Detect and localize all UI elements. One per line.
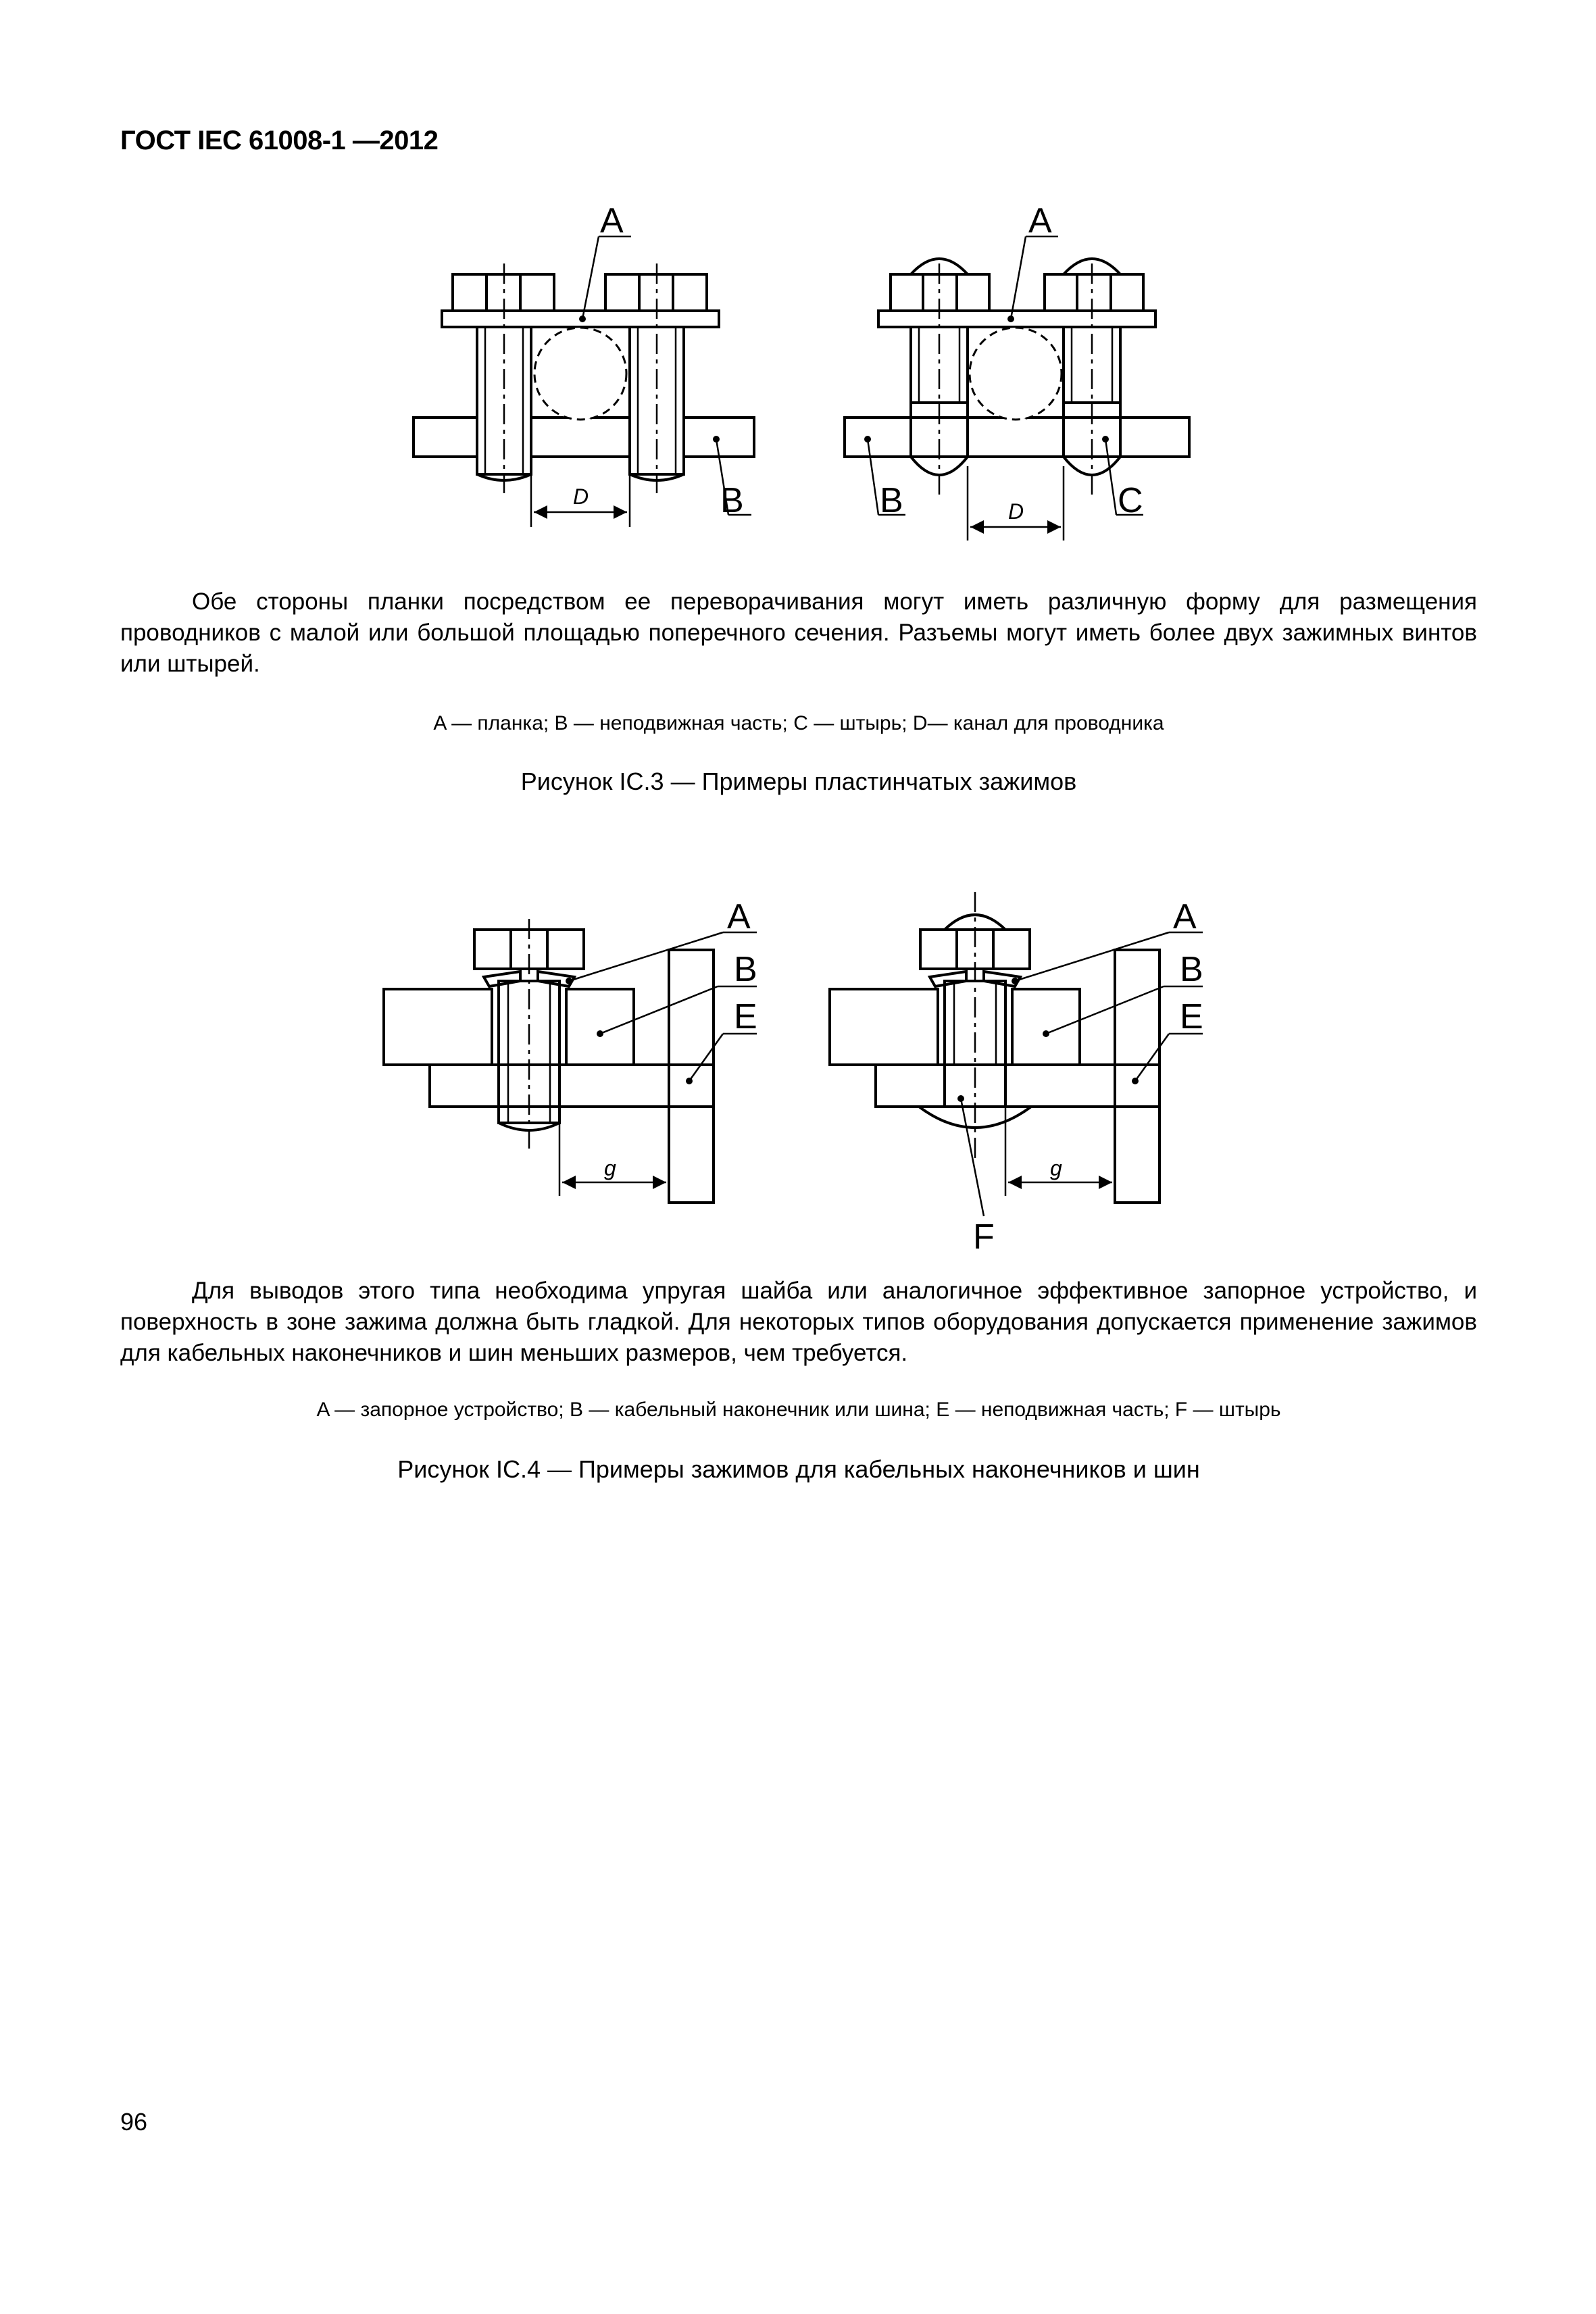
ic3-right-label-c: C [1118, 481, 1143, 520]
ic4-left-label-g: g [604, 1156, 616, 1180]
ic3-left-clamp [414, 236, 754, 527]
figure-ic3-description [120, 586, 1477, 680]
document-header: ГОСТ IEC 61008-1 —2012 [120, 126, 439, 155]
ic3-left-label-d: D [573, 484, 589, 509]
figure-ic4-paragraph: Для выводов этого типа необходима упругая шайба или аналогичное эффективное запорное устройство, и поверхность в зоне зажима должна быть гладкой. Для некоторых типов оборудования допускается применение зажимов для кабельных наконечников и шин меньших размеров, чем требуется. [120, 1278, 1477, 1366]
ic4-right-label-b: B [1180, 950, 1203, 989]
ic3-right-label-a: A [1028, 201, 1052, 241]
ic3-left-label-b: B [720, 481, 744, 520]
figure-ic4-description [120, 1276, 1477, 1369]
ic4-right-label-a: A [1173, 897, 1197, 936]
ic4-left-label-e: E [734, 997, 757, 1036]
ic4-right-label-g: g [1050, 1156, 1062, 1180]
figure-ic3-paragraph: Обе стороны планки посредством ее переворачивания могут иметь различную форму для размещения проводников с малой или большой площадью поперечного сечения. Разъемы могут иметь более двух зажимных винтов или штырей. [120, 588, 1477, 677]
figure-ic4-legend: A — запорное устройство; B — кабельный наконечник или шина; E — неподвижная часть; F — штырь [316, 1399, 1281, 1421]
ic4-right-label-e: E [1180, 997, 1203, 1036]
figure-ic3-caption: Рисунок IC.3 — Примеры пластинчатых зажимов [520, 768, 1077, 795]
ic4-left-clamp [384, 919, 757, 1203]
ic4-right-clamp [830, 892, 1203, 1216]
ic3-left-label-a: A [600, 201, 624, 241]
ic4-left-label-b: B [734, 950, 757, 989]
ic3-right-label-d: D [1008, 499, 1024, 524]
page-number: 96 [120, 2108, 148, 2136]
ic4-left-label-a: A [727, 897, 751, 936]
figure-ic4-caption: Рисунок IC.4 — Примеры зажимов для кабельных наконечников и шин [397, 1455, 1200, 1483]
ic3-right-label-b: B [880, 481, 903, 520]
ic4-right-label-f: F [973, 1217, 995, 1257]
figure-ic3-legend: A — планка; B — неподвижная часть; C — штырь; D— канал для проводника [433, 712, 1164, 734]
